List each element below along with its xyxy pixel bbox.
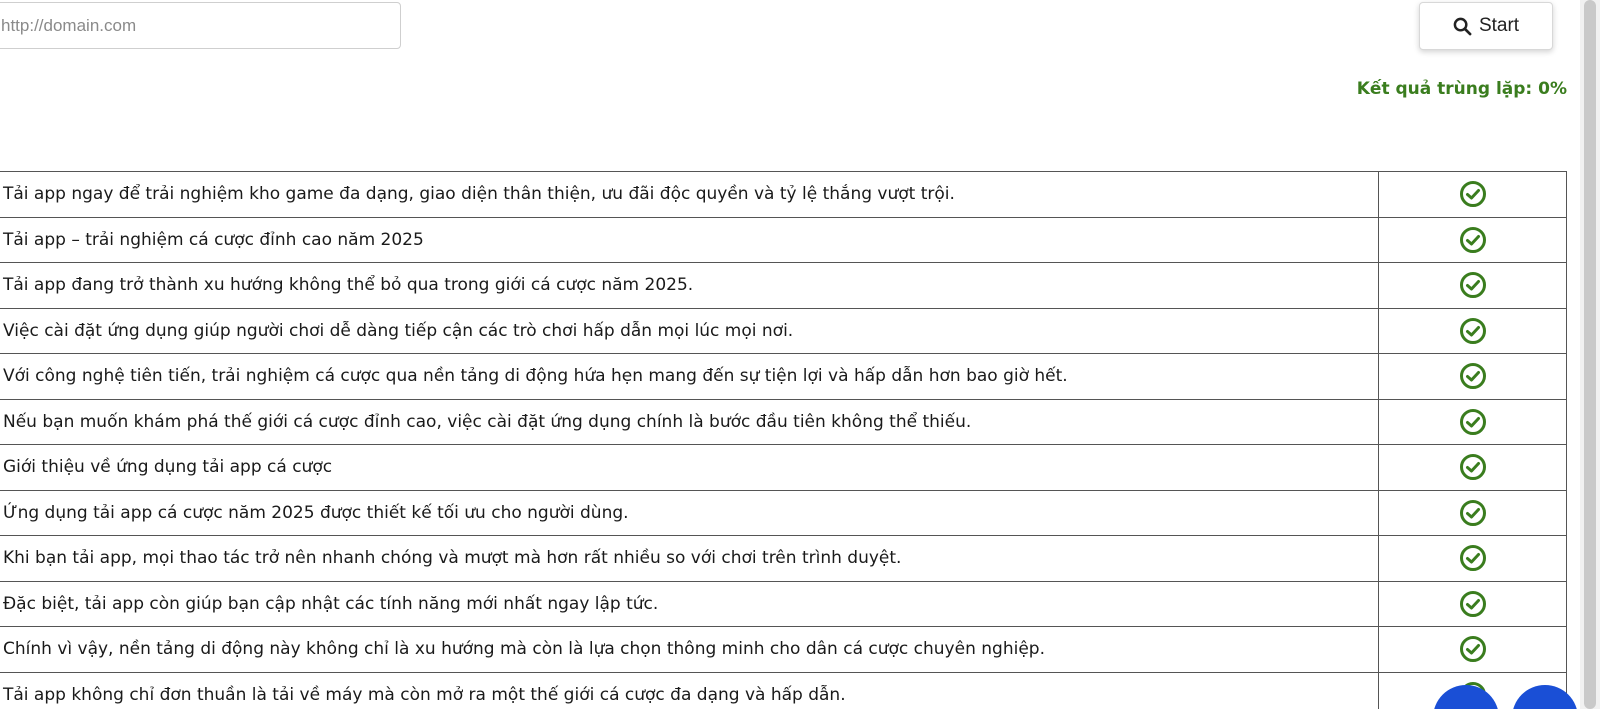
check-circle-icon [1459,230,1487,250]
vertical-scrollbar[interactable] [1580,0,1600,709]
status-cell [1379,308,1567,354]
table-row [0,581,1567,627]
table-row [0,308,1567,354]
url-input[interactable] [0,2,401,49]
table-row [0,627,1567,673]
check-circle-icon [1459,275,1487,295]
duplicate-result-summary: Kết quả trùng lặp: 0% [1356,79,1567,99]
status-cell [1379,536,1567,582]
check-circle-icon [1459,412,1487,432]
table-row [0,217,1567,263]
check-circle-icon [1459,321,1487,341]
table-row [0,536,1567,582]
sentence-cell: Việc cài đặt ứng dụng giúp người chơi dễ dàng tiếp cận các trò chơi hấp dẫn mọi lúc mọi nơi. [0,308,1379,354]
results-table [0,171,1567,709]
table-row [0,399,1567,445]
status-cell [1379,263,1567,309]
search-icon [1453,17,1472,36]
status-cell [1379,581,1567,627]
sentence-cell: Chính vì vậy, nền tảng di động này không chỉ là xu hướng mà còn là lựa chọn thông minh cho dân cá cược chuyên nghiệp. [0,627,1379,673]
status-cell [1379,445,1567,491]
sentence-cell: Tải app ngay để trải nghiệm kho game đa dạng, giao diện thân thiện, ưu đãi độc quyền và tỷ lệ thắng vượt trội. [0,172,1379,218]
sentence-cell: Giới thiệu về ứng dụng tải app cá cược [0,445,1379,491]
table-row [0,263,1567,309]
check-circle-icon [1459,457,1487,477]
check-circle-icon [1459,366,1487,386]
table-row [0,672,1567,709]
sentence-cell: Tải app – trải nghiệm cá cược đỉnh cao năm 2025 [0,217,1379,263]
sentence-cell: Khi bạn tải app, mọi thao tác trở nên nhanh chóng và mượt mà hơn rất nhiều so với chơi trên trình duyệt. [0,536,1379,582]
status-cell [1379,172,1567,218]
sentence-cell: Với công nghệ tiên tiến, trải nghiệm cá cược qua nền tảng di động hứa hẹn mang đến sự tiện lợi và hấp dẫn hơn bao giờ hết. [0,354,1379,400]
table-row [0,490,1567,536]
check-circle-icon [1459,184,1487,204]
status-cell [1379,490,1567,536]
status-cell [1379,399,1567,445]
sentence-cell: Tải app đang trở thành xu hướng không thể bỏ qua trong giới cá cược năm 2025. [0,263,1379,309]
check-circle-icon [1459,639,1487,659]
start-button[interactable] [1419,2,1553,50]
scrollbar-thumb[interactable] [1584,0,1596,709]
check-circle-icon [1459,594,1487,614]
sentence-cell: Đặc biệt, tải app còn giúp bạn cập nhật các tính năng mới nhất ngay lập tức. [0,581,1379,627]
table-row [0,354,1567,400]
status-cell [1379,627,1567,673]
sentence-cell: Tải app không chỉ đơn thuần là tải về máy mà còn mở ra một thế giới cá cược đa dạng và hấp dẫn. [0,672,1379,709]
sentence-cell: Nếu bạn muốn khám phá thế giới cá cược đỉnh cao, việc cài đặt ứng dụng chính là bước đầu tiên không thể thiếu. [0,399,1379,445]
start-button-label: Start [1478,15,1520,36]
table-row [0,445,1567,491]
status-cell [1379,354,1567,400]
status-cell [1379,217,1567,263]
check-circle-icon [1459,548,1487,568]
check-circle-icon [1459,503,1487,523]
sentence-cell: Ứng dụng tải app cá cược năm 2025 được thiết kế tối ưu cho người dùng. [0,490,1379,536]
table-row [0,172,1567,218]
